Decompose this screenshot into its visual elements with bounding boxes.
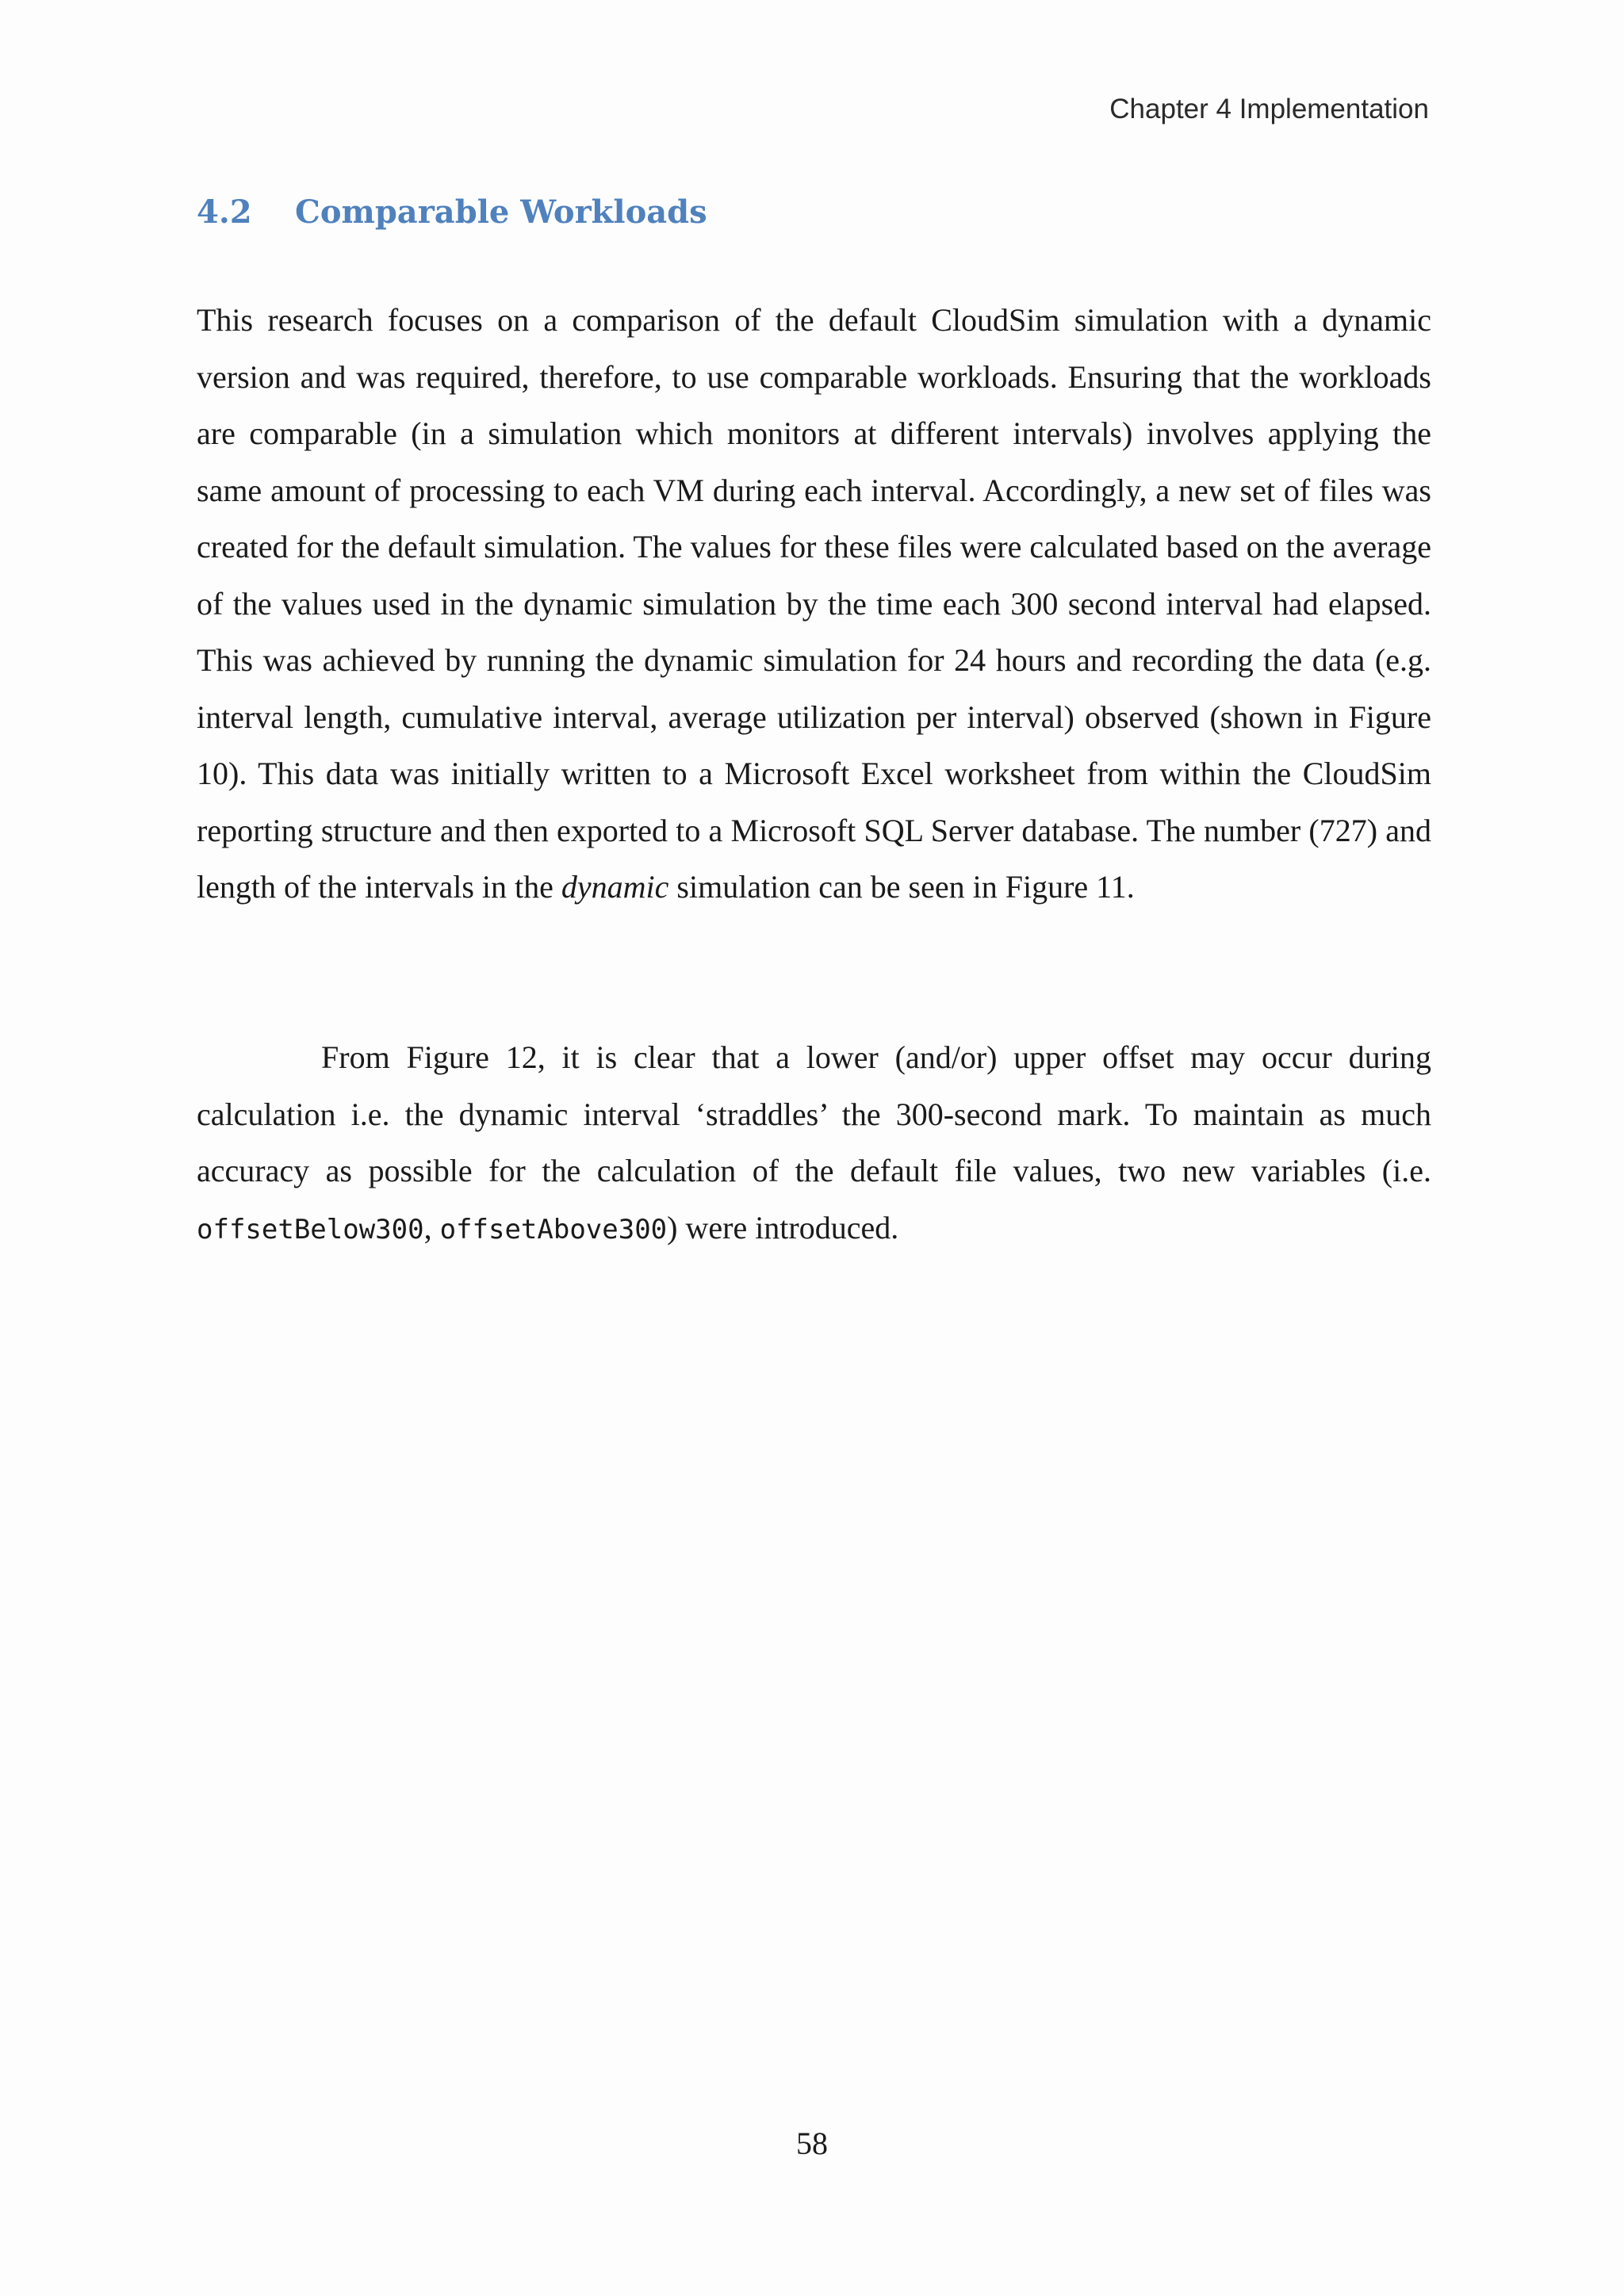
section-number: 4.2 — [197, 193, 252, 231]
paragraph-2-ending: ) were introduced. — [667, 1209, 899, 1246]
paragraph-2-text: From Figure 12, it is clear that a lower (and/or) upper offset may occur during calculation i.e. the dynamic interval ‘straddles’ the 300-second mark. To maintain as much accuracy as possible for the calculation of the default file values, two new variables (i.e. — [197, 1039, 1431, 1188]
paragraph-1-italic: dynamic — [561, 869, 669, 905]
section-title: Comparable Workloads — [295, 193, 707, 231]
paragraph-2 — [197, 1029, 1431, 1258]
section-heading — [197, 193, 707, 231]
code-offset-below: offsetBelow300 — [197, 1213, 424, 1246]
paragraph-1-ending: simulation can be seen in Figure 11. — [668, 869, 1135, 905]
paragraph-1-text: This research focuses on a comparison of the default CloudSim simulation with a dynamic version and was required, therefore, to use comparable workloads. Ensuring that the workloads are comparable (in a simulation which monitors at different intervals) involves applying the same amount of processing to each VM during each interval. Accordingly, a new set of files was created for the default simulation. The values for these files were calculated based on the average of the values used in the dynamic simulation by the time each 300 second interval had elapsed. This was achieved by running the dynamic simulation for 24 hours and recording the data (e.g. interval length, cumulative interval, average utilization per interval) observed (shown in Figure 10). This data was initially written to a Microsoft Excel worksheet from within the CloudSim reporting structure and then exported to a Microsoft SQL Server database. The number (727) and length of the intervals in the — [197, 302, 1431, 905]
code-offset-above: offsetAbove300 — [439, 1213, 668, 1246]
running-header: Chapter 4 Implementation — [1109, 94, 1429, 124]
page-number: 58 — [796, 2126, 828, 2161]
paragraph-1 — [197, 292, 1431, 916]
paragraph-2-separator: , — [423, 1209, 440, 1246]
